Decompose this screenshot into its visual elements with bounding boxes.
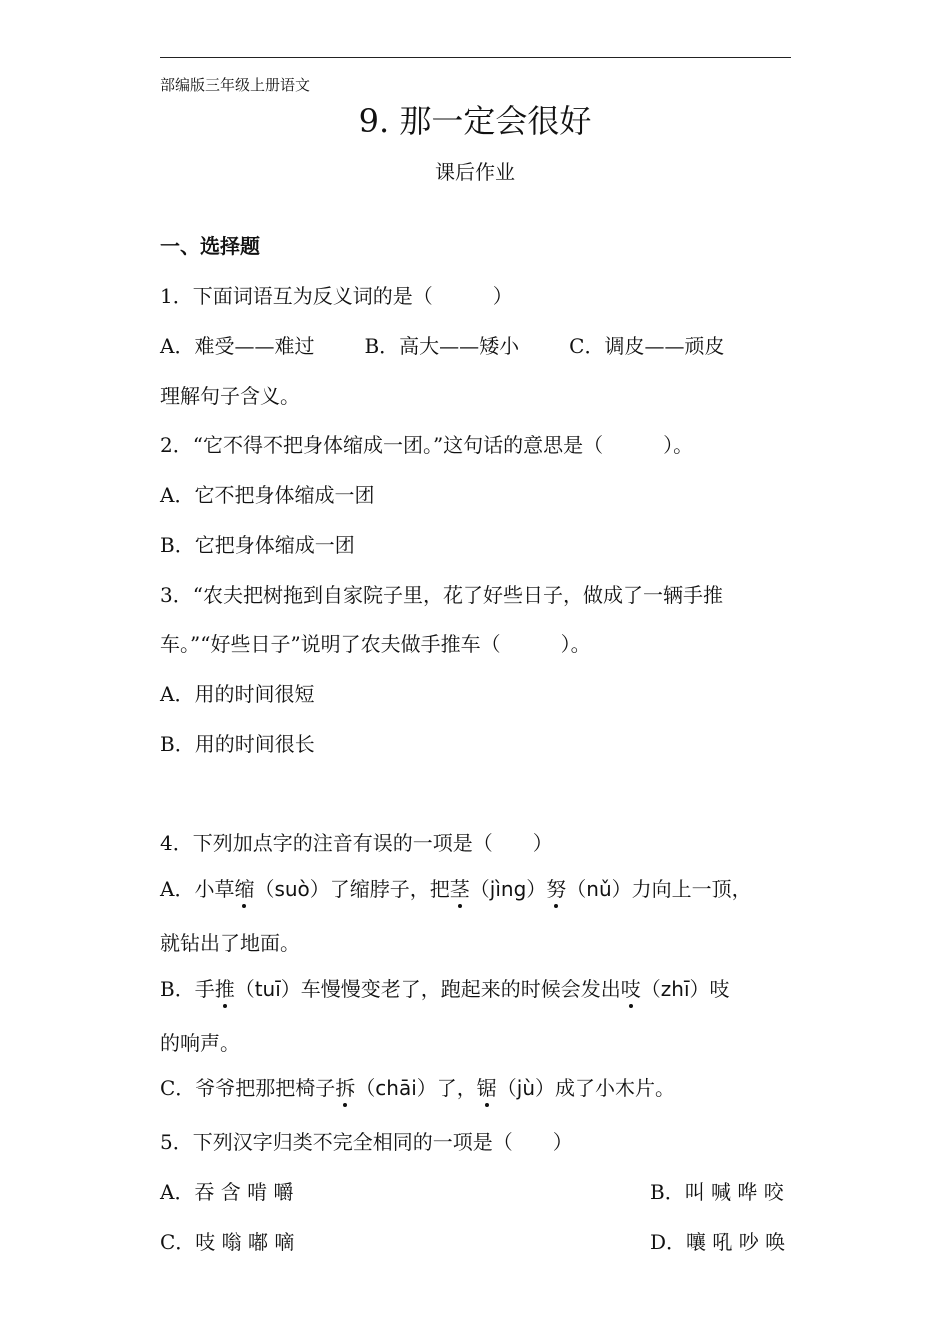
q4c-mid-1: 了，: [436, 1076, 477, 1100]
q2-option-a: A．它不把身体缩成一团: [160, 483, 375, 507]
q5-option-a: A．吞 含 啃 嚼: [160, 1180, 294, 1204]
q5-row-1: [160, 1177, 795, 1207]
q4b-mid-1: 车慢慢变老了，跑起来的时候会发出: [300, 977, 621, 1001]
q4a-dotted-char-1: 缩: [234, 874, 254, 904]
q5-option-b: B．叫 喊 哗 咬: [650, 1180, 784, 1204]
q1-option-c: C．调皮——顽皮: [569, 334, 725, 358]
q4c-dotted-char-2: 锯: [477, 1073, 497, 1103]
q4-option-c: [160, 1073, 795, 1103]
q3-option-a: A．用的时间很短: [160, 682, 315, 706]
q4-stem: 4．下列加点字的注音有误的一项是（ ）: [160, 831, 553, 855]
group-heading-sentence-meaning: 理解句子含义。: [160, 384, 300, 408]
q4-option-a: [160, 874, 795, 904]
q2-stem: 2．“它不得不把身体缩成一团。”这句话的意思是（ ）。: [160, 433, 694, 457]
q1-options: [160, 331, 795, 361]
q5-stem: 5．下列汉字归类不完全相同的一项是（ ）: [160, 1130, 573, 1154]
q4b-pinyin-1: （tuī）: [234, 977, 301, 1001]
q4-option-a-line2: 就钻出了地面。: [160, 931, 300, 955]
q4c-tail: 成了小木片。: [555, 1076, 676, 1100]
q4b-dotted-char-1: 推: [215, 974, 235, 1004]
q4b-tail: 吱: [709, 977, 730, 1001]
q4-option-b-line2: 的响声。: [160, 1031, 240, 1055]
q5-row-2: [160, 1227, 795, 1257]
q4a-tail: 力向上一顶，: [631, 877, 752, 901]
q3-stem-line1: 3．“农夫把树拖到自家院子里，花了好些日子，做成了一辆手推: [160, 583, 723, 607]
q3-option-b: B．用的时间很长: [160, 732, 315, 756]
q4a-dotted-char-2: 茎: [450, 874, 470, 904]
q3-stem-line2: 车。”“好些日子”说明了农夫做手推车（ ）。: [160, 632, 591, 656]
q4a-pinyin-1: （suò）: [254, 877, 330, 901]
q4b-pinyin-2: （zhī）: [640, 977, 710, 1001]
q4c-pinyin-2: （jù）: [496, 1076, 556, 1100]
q5-option-c: C．吱 嗡 嘟 嘀: [160, 1230, 295, 1254]
section-heading-choice: 一、选择题: [160, 234, 260, 258]
q1-stem: 1．下面词语互为反义词的是（ ）: [160, 284, 513, 308]
q2-option-b: B．它把身体缩成一团: [160, 533, 355, 557]
q1-option-a: A．难受——难过: [160, 334, 315, 358]
q4b-dotted-char-2: 吱: [621, 974, 641, 1004]
page-title: 9. 那一定会很好: [358, 102, 592, 140]
q4c-dotted-char-1: 拆: [335, 1073, 355, 1103]
q4b-prefix: B．手: [160, 977, 215, 1001]
q4a-dotted-char-3: 努: [546, 874, 566, 904]
page-subtitle: 课后作业: [435, 160, 515, 184]
q4a-pinyin-2: （jìng）: [469, 877, 547, 901]
q4a-mid-1: 了缩脖子，把: [329, 877, 450, 901]
header-label: 部编版三年级上册语文: [160, 76, 311, 94]
q4c-prefix: C．爷爷把那把椅子: [160, 1076, 336, 1100]
q4a-prefix: A．小草: [160, 877, 235, 901]
q4c-pinyin-1: （chāi）: [355, 1076, 437, 1100]
q4-option-b: [160, 974, 795, 1004]
header-rule: [160, 57, 791, 58]
q4a-pinyin-3: （nǔ）: [566, 877, 632, 901]
q1-option-b: B．高大——矮小: [364, 334, 520, 358]
q5-option-d: D．嚷 吼 吵 唤: [650, 1230, 786, 1254]
